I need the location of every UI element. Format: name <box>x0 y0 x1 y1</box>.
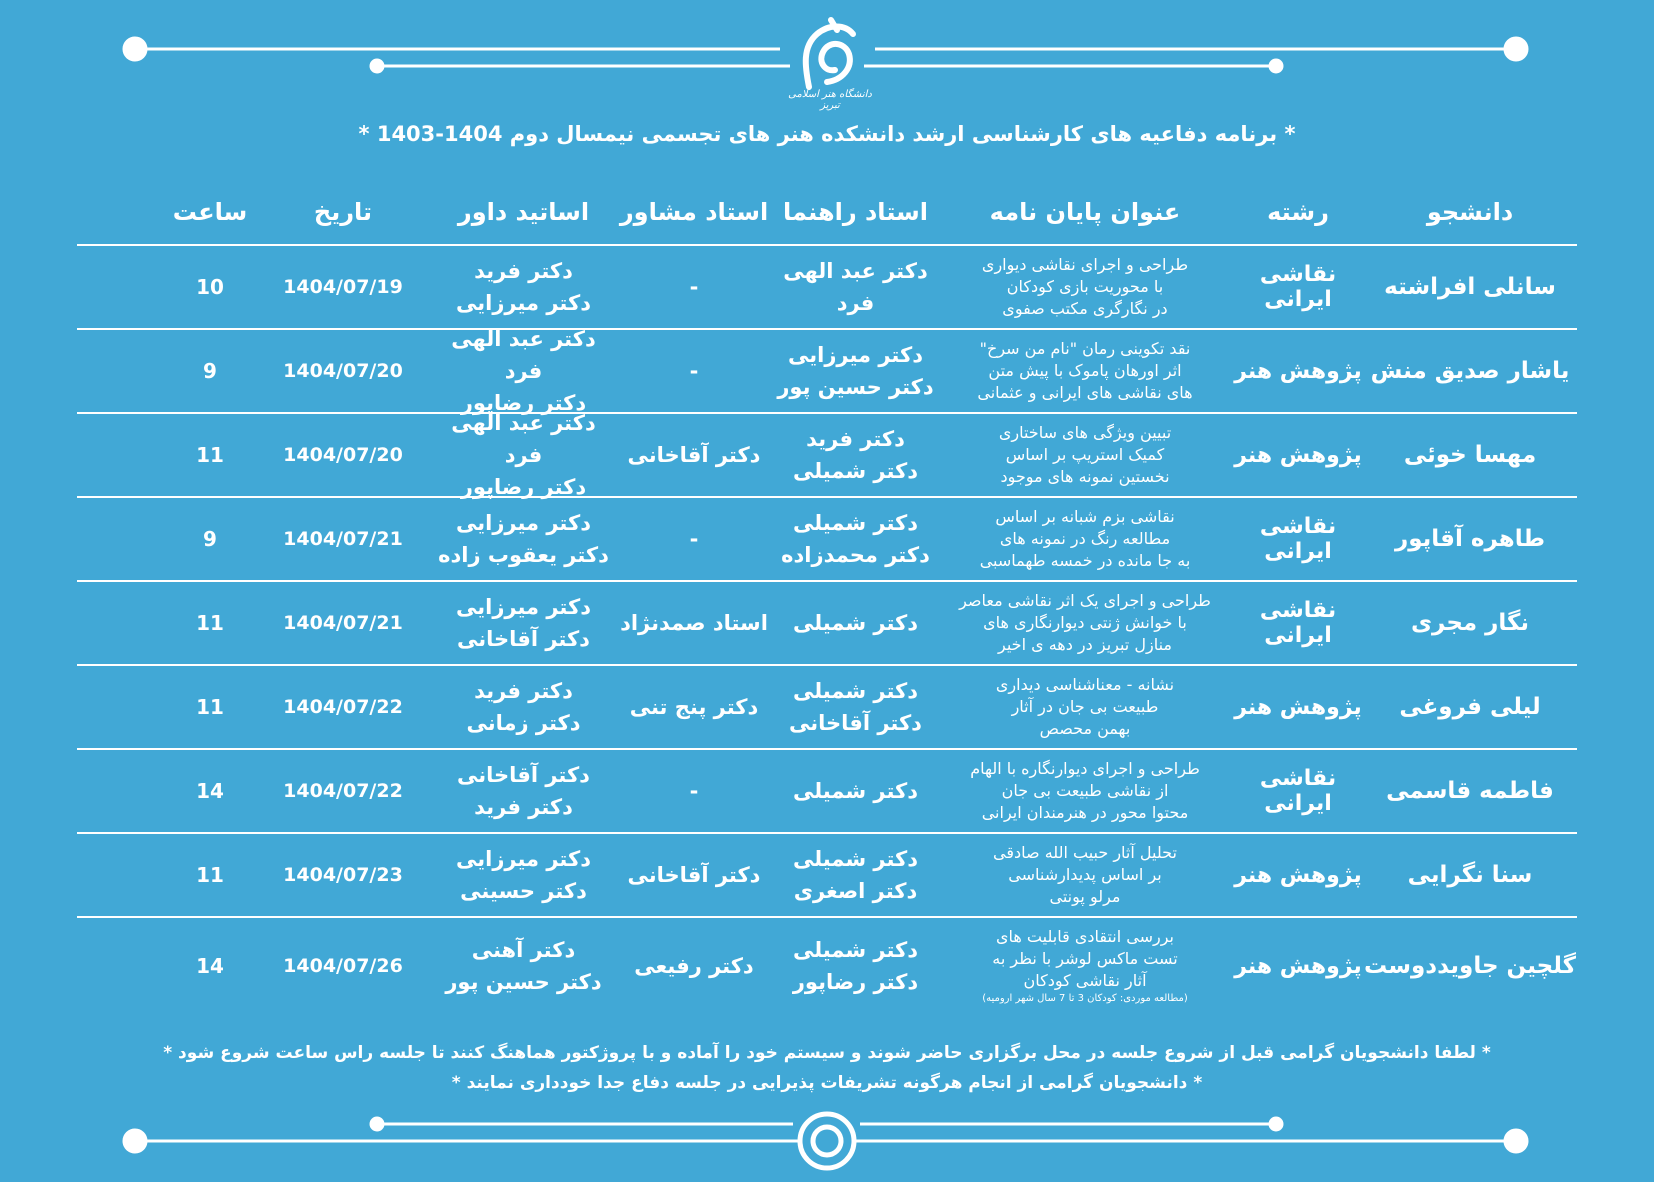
field-of-study: پژوهش هنر <box>1234 358 1362 384</box>
thesis-line: مرلو پونتی <box>1049 887 1121 906</box>
advisor: دکتر آقاخانی <box>627 863 761 887</box>
field-of-study: نقاشی ایرانی <box>1259 262 1337 312</box>
referees <box>433 675 614 739</box>
defense-date: 1404/07/22 <box>283 696 403 718</box>
defense-time: 9 <box>203 359 217 383</box>
referees <box>433 507 614 571</box>
defense-date: 1404/07/19 <box>283 276 403 298</box>
supervisor-name: دکتر اصغری <box>793 879 918 903</box>
thesis-line: بر اساس پدیدارشناسی <box>1008 865 1162 884</box>
defense-time: 14 <box>196 779 224 803</box>
referees <box>433 255 614 319</box>
supervisor-name: دکتر میرزایی <box>788 343 923 367</box>
referees <box>433 934 614 998</box>
col-time: ساعت <box>172 198 248 226</box>
thesis-line: تست ماکس لوشر با نظر به <box>992 949 1178 968</box>
referee-name: دکتر عبد الهی فرد <box>451 411 596 467</box>
student-name: سانلی افراشته <box>1384 274 1556 300</box>
col-supervisor: استاد راهنما <box>783 198 928 226</box>
table-row <box>77 411 1577 499</box>
referee-name: دکتر حسین پور <box>445 970 602 994</box>
defense-date: 1404/07/23 <box>283 864 403 886</box>
thesis-line: مطالعه رنگ در نمونه های <box>999 529 1171 548</box>
thesis-line: با خوانش ژنتی دیوارنگاری های <box>983 613 1187 632</box>
table-header <box>77 180 1577 246</box>
supervisor-name: دکتر شمیلی <box>792 779 919 803</box>
thesis-line: نخستین نمونه های موجود <box>1000 467 1170 486</box>
thesis-line: محتوا محور در هنرمندان ایرانی <box>981 803 1189 822</box>
supervisor <box>774 607 937 639</box>
advisor: - <box>689 779 699 803</box>
thesis-line: نقاشی بزم شبانه بر اساس <box>995 507 1175 526</box>
supervisor-name: دکتر رضاپور <box>792 970 919 994</box>
supervisor-name: دکتر شمیلی <box>792 938 919 962</box>
table-row <box>77 582 1577 666</box>
col-date: تاریخ <box>313 198 373 226</box>
table-row <box>77 918 1577 1014</box>
field-of-study: پژوهش هنر <box>1234 694 1362 720</box>
university-caption: دانشگاه هنر اسلامی تبریز <box>788 89 872 111</box>
thesis-line: آثار نقاشی کودکان <box>1023 971 1147 990</box>
thesis-title <box>937 842 1233 908</box>
referee-name: دکتر عبد الهی فرد <box>451 327 596 383</box>
field-of-study: نقاشی ایرانی <box>1259 514 1337 564</box>
col-referees: اساتید داور <box>457 198 590 226</box>
defense-time: 9 <box>203 527 217 551</box>
table-body <box>77 246 1577 1014</box>
referees <box>433 591 614 655</box>
thesis-line: طبیعت بی جان در آثار <box>1011 697 1159 716</box>
defense-date: 1404/07/26 <box>283 955 403 977</box>
table-row <box>77 327 1577 415</box>
student-name: گلچین جاویددوست <box>1364 953 1576 979</box>
supervisor-name: دکتر شمیلی <box>792 511 919 535</box>
advisor: - <box>689 527 699 551</box>
defense-date: 1404/07/20 <box>283 444 403 466</box>
bottom-emblem-icon <box>800 1114 854 1168</box>
table-row <box>77 246 1577 330</box>
thesis-title <box>937 506 1233 572</box>
referee-name: دکتر زمانی <box>466 711 581 735</box>
thesis-line: نقد تکوینی رمان "نام من سرخ" <box>979 339 1191 358</box>
thesis-line: بررسی انتقادی قابلیت های <box>996 927 1174 946</box>
referee-name: دکتر میرزایی <box>456 511 591 535</box>
supervisor-name: دکتر شمیلی <box>792 459 919 483</box>
student-name: فاطمه قاسمی <box>1386 778 1554 804</box>
referee-name: دکتر رضاپور <box>460 475 587 499</box>
thesis-line: به جا مانده در خمسه طهماسبی <box>979 551 1191 570</box>
referee-name: دکتر یعقوب زاده <box>438 543 609 567</box>
referee-name: دکتر میرزایی <box>456 595 591 619</box>
student-name: یاشار صدیق منش <box>1370 358 1570 384</box>
thesis-line: منازل تبریز در دهه ی اخیر <box>998 635 1172 654</box>
defense-time: 11 <box>196 443 224 467</box>
advisor: استاد صمدنژاد <box>620 611 768 635</box>
footer-note: * دانشجویان گرامی از انجام هرگونه تشریفات پذیرایی در جلسه دفاع جدا خودداری نمایند * <box>451 1073 1203 1093</box>
table-row <box>77 666 1577 750</box>
thesis-line: طراحی و اجرای دیوارنگاره با الهام <box>970 759 1200 778</box>
referee-name: دکتر فرید <box>474 679 573 703</box>
defense-time: 10 <box>196 275 224 299</box>
advisor: - <box>689 359 699 383</box>
referee-name: دکتر میرزایی <box>456 291 591 315</box>
field-of-study: نقاشی ایرانی <box>1259 598 1337 648</box>
defense-date: 1404/07/21 <box>283 612 403 634</box>
thesis-title <box>937 254 1233 320</box>
col-thesis: عنوان پایان نامه <box>989 198 1181 226</box>
student-name: نگار مجری <box>1410 610 1530 636</box>
referees <box>433 843 614 907</box>
thesis-title <box>937 590 1233 656</box>
thesis-line: تبیین ویژگی های ساختاری <box>998 423 1172 442</box>
thesis-line: از نقاشی طبیعت بی جان <box>1001 781 1169 800</box>
supervisor-name: دکتر آقاخانی <box>789 711 922 735</box>
supervisor-name: دکتر شمیلی <box>792 847 919 871</box>
supervisor-name: دکتر شمیلی <box>792 679 919 703</box>
thesis-title <box>937 758 1233 824</box>
thesis-line: طراحی و اجرای نقاشی دیواری <box>981 255 1189 274</box>
thesis-line: های نقاشی های ایرانی و عثمانی <box>977 383 1193 402</box>
defense-date: 1404/07/21 <box>283 528 403 550</box>
thesis-line: نشانه - معناشناسی دیداری <box>995 675 1175 694</box>
supervisor <box>774 255 937 319</box>
footer-note: * لطفا دانشجویان گرامی قبل از شروع جلسه در محل برگزاری حاضر شوند و سیستم خود را آماده و با پروژکتور هماهنگ کنند تا جلسه راس ساعت شروع شود * <box>163 1043 1491 1063</box>
thesis-line: کمیک استریپ بر اساس <box>1005 445 1165 464</box>
supervisor <box>774 339 937 403</box>
referees <box>433 759 614 823</box>
advisor: دکتر پنج تنی <box>629 695 759 719</box>
referee-name: دکتر آقاخانی <box>457 627 590 651</box>
referee-name: دکتر فرید <box>474 795 573 819</box>
supervisor <box>774 843 937 907</box>
field-of-study: پژوهش هنر <box>1234 953 1362 979</box>
supervisor-name: دکتر حسین پور <box>777 375 934 399</box>
advisor: دکتر آقاخانی <box>627 443 761 467</box>
referee-name: دکتر رضاپور <box>460 391 587 415</box>
supervisor <box>774 775 937 807</box>
defense-time: 11 <box>196 611 224 635</box>
advisor: - <box>689 275 699 299</box>
thesis-line: بهمن محصص <box>1039 719 1131 738</box>
supervisor <box>774 423 937 487</box>
thesis-line: با محوریت بازی کودکان <box>1006 277 1164 296</box>
referee-name: دکتر فرید <box>474 259 573 283</box>
field-of-study: پژوهش هنر <box>1234 442 1362 468</box>
defense-time: 11 <box>196 695 224 719</box>
table-row <box>77 834 1577 918</box>
thesis-title <box>937 926 1233 1006</box>
table-row <box>77 498 1577 582</box>
col-field: رشته <box>1267 198 1329 226</box>
thesis-title <box>937 422 1233 488</box>
col-advisor: استاد مشاور <box>619 198 769 226</box>
defense-date: 1404/07/22 <box>283 780 403 802</box>
defense-date: 1404/07/20 <box>283 360 403 382</box>
supervisor <box>774 675 937 739</box>
referees <box>433 323 614 419</box>
supervisor-name: دکتر محمدزاده <box>781 543 930 567</box>
table-row <box>77 750 1577 834</box>
referee-name: دکتر حسینی <box>460 879 587 903</box>
advisor: دکتر رفیعی <box>634 954 754 978</box>
supervisor-name: دکتر عبد الهی فرد <box>783 259 928 315</box>
defense-time: 11 <box>196 863 224 887</box>
thesis-line: تحلیل آثار حبیب الله صادقی <box>993 843 1177 862</box>
col-student: دانشجو <box>1426 198 1514 226</box>
thesis-title <box>937 338 1233 404</box>
supervisor-name: دکتر شمیلی <box>792 611 919 635</box>
supervisor <box>774 507 937 571</box>
thesis-note: (مطالعه موردی: کودکان 3 تا 7 سال شهر ارومیه) <box>982 993 1188 1004</box>
defense-time: 14 <box>196 954 224 978</box>
referees <box>433 407 614 503</box>
thesis-title <box>937 674 1233 740</box>
thesis-line: اثر اورهان پاموک با پیش متن <box>988 361 1182 380</box>
referee-name: دکتر آقاخانی <box>457 763 590 787</box>
field-of-study: نقاشی ایرانی <box>1259 766 1337 816</box>
thesis-line: در نگارگری مکتب صفوی <box>1002 299 1168 318</box>
thesis-line: طراحی و اجرای یک اثر نقاشی معاصر <box>959 591 1211 610</box>
student-name: لیلی فروغی <box>1399 694 1541 720</box>
supervisor-name: دکتر فرید <box>806 427 905 451</box>
student-name: طاهره آقاپور <box>1394 526 1546 552</box>
referee-name: دکتر آهنی <box>471 938 576 962</box>
field-of-study: پژوهش هنر <box>1234 862 1362 888</box>
supervisor <box>774 934 937 998</box>
footer-notes <box>0 1038 1654 1098</box>
page-title: * برنامه دفاعیه های کارشناسی ارشد دانشکده هنر های تجسمی نیمسال دوم 1404-1403 * <box>358 122 1296 146</box>
referee-name: دکتر میرزایی <box>456 847 591 871</box>
student-name: مهسا خوئی <box>1403 442 1537 468</box>
student-name: سنا نگرایی <box>1407 862 1533 888</box>
defense-schedule-table <box>77 180 1577 1014</box>
